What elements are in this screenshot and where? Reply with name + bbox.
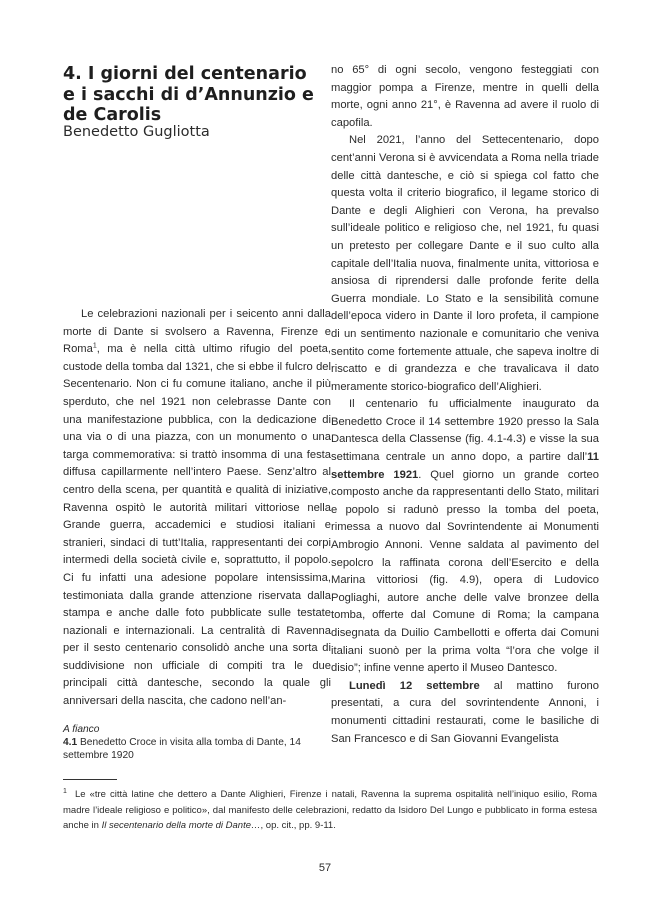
paragraph: no 65° di ogni secolo, vengono festeggiati con maggior pompa a Firenze, mentre in quelli della morte, ogni anno 21°, è Ravenna ad avere il ruolo di capofila. (331, 64, 599, 129)
date-highlight: 11 settembre 1921 (331, 451, 599, 481)
paragraph: Nel 2021, l’anno del Settecentenario, dopo cent’anni Verona si è avvicendata a Roma nella triade delle città dantesche, e ciò si spiega col fatto che questa volta il criterio biografico, il legame storico di Dante e degli Alighieri con Verona, ha prevalso sull’ideale politico e religioso che, nel 1921, fu quasi un pretesto per collegare Dante e il suo culto alla capitale dell’Italia nuova, finalmente unita, vittoriosa e ansiosa di riprendersi dalle profonde ferite della Guerra mondiale. Lo Stato e la sensibilità comune dell’epoca videro in Dante il loro profeta, il campione di un sentimento nazionale e comunitario che veniva sentito come fortemente attuale, che sapeva inoltre di riscatto e di grandezza e che travalicava il dato meramente storico-biografico dell’Alighieri. (331, 134, 599, 393)
caption-text: Benedetto Croce in visita alla tomba di Dante, 14 settembre 1920 (63, 736, 301, 761)
footnote-divider (63, 779, 117, 780)
footnote-reference[interactable]: 1 (92, 342, 97, 350)
caption-figure-number: 4.1 (63, 736, 78, 748)
paragraph: Il centenario fu ufficialmente inaugurato da Benedetto Croce il 14 settembre 1920 presso la Sala Dantesca della Classense (fig. 4.1-4.3) e visse la sua settimana centrale un anno dopo, a partire dall’11 settembre 1921. Quel giorno un grande corteo composto anche da rappresentanti dello Stato, militari e popolo si radunò presso la tomba del poeta, rimessa a nuovo dal Sovrintendente ai Monumenti Ambrogio Annoni. Venne saldata al pavimento del sepolcro la raffinata corona dell’Esercito e della Marina vittoriosi (fig. 4.9), opera di Ludovico Pogliaghi, autore anche delle valve bronzee della tomba, offerte dal Comune di Roma; la campana disegnata da Duilio Cambellotti e offerta dai Comuni italiani suonò per la prima volta “l’ora che volge il disio”; infine venne aperto il Museo Dantesco. (331, 398, 599, 675)
figure-caption (63, 724, 313, 762)
paragraph: Le celebrazioni nazionali per i seicento anni dalla morte di Dante si svolsero a Ravenna, Firenze e Roma$^1$, ma è nella città ultimo rifugio del poeta, custode della tomba dal 1321, che si ebbe il fulcro del Secentenario. Non ci fu comune italiano, anche il più sperduto, che nel 1921 non celebrasse Dante con una manifestazione pubblica, con la dedicazione di una via o di una piazza, con un monumento o una targa commemorativa: si trattò insomma di una festa diffusa capillarmente nell’intero Paese. Senz’altro al centro della scena, per quantità e qualità di iniziative, Ravenna ospitò le autorità militari vittoriose nella Grande guerra, accademici e studiosi italiani e stranieri, sindaci di tutt’Italia, rappresentanti dei corpi intermedi della società civile e, soprattutto, il popolo. Ci fu infatti una adesione popolare intensissima, testimoniata dalla grande attenzione riservata dalla stampa e anche dalle foto pubblicate sulle testate nazionali e internazionali. La centralità di Ravenna per il sesto centenario consolidò anche una sorta di suddivisione non ufficiale di compiti tra le due principali città dantesche, secondo la quale gli anniversari della nascita, che cadono nell’an- (63, 308, 331, 708)
chapter-title: 4. I giorni del centenario e i sacchi di d’Annunzio e de Carolis (63, 64, 314, 125)
footnote: $^1$ Le «tre città latine che dettero a Dante Alighieri, Firenze i natali, Ravenna la suprema ospitalità nell’iniquo esilio, Roma madre l’ideale religioso e politico», dal manifesto delle celebrazioni, redatto da Isidoro Del Lungo e pubblicato in forma estesa anche in Il secentenario della morte di Dante…, op. cit., pp. 9-11. (63, 787, 597, 831)
left-column (63, 306, 331, 711)
paragraph: Lunedì 12 settembre al mattino furono presentati, a cura del sovrintendente Annoni, i monumenti cittadini restaurati, come le basiliche di San Francesco e di San Giovanni Evangelista (331, 679, 599, 745)
right-column (331, 62, 599, 748)
chapter-author: Benedetto Gugliotta (63, 124, 210, 140)
caption-lead: A fianco (63, 724, 100, 735)
page-number: 57 (318, 862, 332, 874)
date-highlight: Lunedì 12 settembre (349, 679, 480, 692)
footnote-marker: 1 (63, 787, 67, 795)
footnote-citation-title: Il secentenario della morte di Dante… (101, 820, 261, 831)
